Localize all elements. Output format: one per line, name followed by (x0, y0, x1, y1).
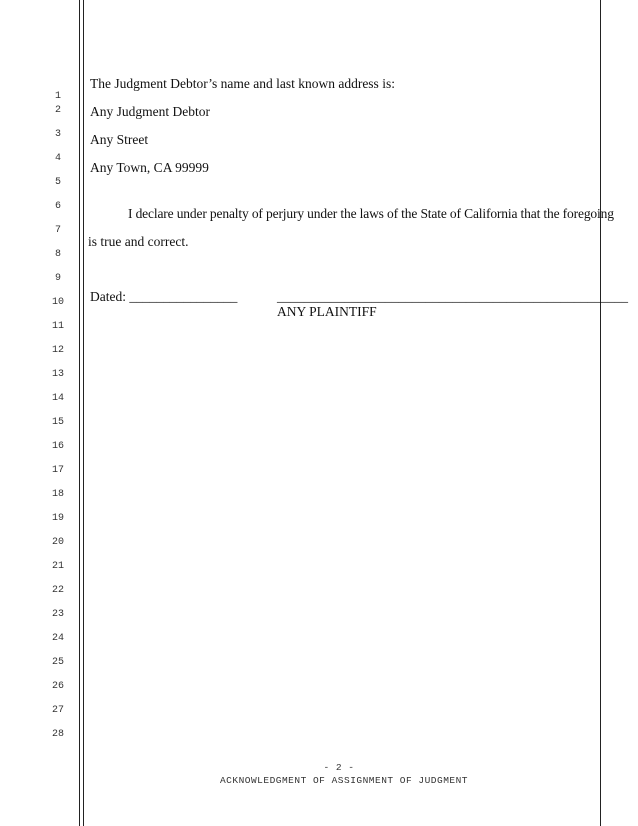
line-number: 26 (51, 681, 64, 692)
debtor-street: Any Street (90, 132, 149, 147)
line-number: 1 (54, 91, 61, 102)
line-number: 7 (54, 225, 61, 236)
page-number: - 2 - (323, 762, 355, 773)
footer-title: ACKNOWLEDGMENT OF ASSIGNMENT OF JUDGMENT (219, 775, 469, 786)
line-number: 10 (51, 297, 64, 308)
line-number: 15 (51, 417, 64, 428)
line-number: 8 (54, 249, 61, 260)
debtor-city: Any Town, CA 99999 (90, 160, 209, 175)
line-number: 6 (54, 201, 61, 212)
signatory-name: ANY PLAINTIFF (277, 304, 377, 319)
line-number: 16 (51, 441, 64, 452)
line-number: 18 (51, 489, 64, 500)
line-number: 4 (54, 153, 61, 164)
debtor-intro: The Judgment Debtor’s name and last known address is: (90, 76, 395, 91)
line-number: 3 (54, 129, 61, 140)
line-number: 24 (51, 633, 64, 644)
declaration-line-2: is true and correct. (88, 234, 189, 249)
line-number: 11 (51, 321, 64, 332)
line-number: 27 (51, 705, 64, 716)
line-numbers (0, 0, 78, 826)
line-number: 9 (54, 273, 61, 284)
dated-line[interactable]: Dated: ________________ (90, 289, 238, 304)
line-number: 20 (51, 537, 64, 548)
line-number: 17 (51, 465, 64, 476)
line-number: 2 (54, 105, 61, 116)
line-number: 13 (51, 369, 64, 380)
line-number: 14 (51, 393, 64, 404)
left-margin-rule-inner (83, 0, 84, 826)
line-number: 25 (51, 657, 64, 668)
right-margin-rule (600, 0, 601, 826)
line-number: 12 (51, 345, 64, 356)
line-number: 19 (51, 513, 64, 524)
left-margin-rule-outer (79, 0, 80, 826)
debtor-name: Any Judgment Debtor (90, 104, 210, 119)
line-number: 23 (51, 609, 64, 620)
declaration-line-1: I declare under penalty of perjury under the laws of the State of California that the foregoing (128, 206, 614, 221)
line-number: 21 (51, 561, 64, 572)
line-number: 22 (51, 585, 64, 596)
line-number: 28 (51, 729, 64, 740)
signature-line[interactable]: ____________________________________________________ (277, 289, 628, 304)
line-number: 5 (54, 177, 61, 188)
